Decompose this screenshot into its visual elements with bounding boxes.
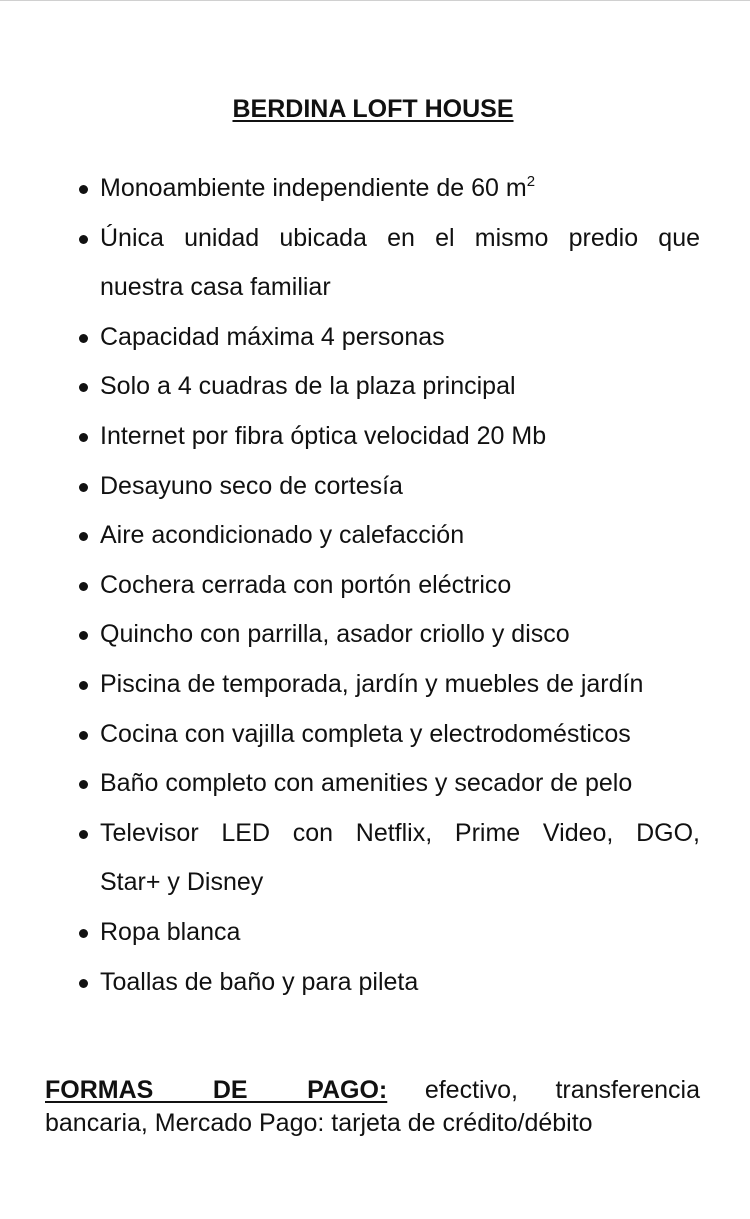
bullet-icon [79, 631, 88, 640]
bullet-icon [79, 185, 88, 194]
list-item-text: Cocina con vajilla completa y electrodomésticos [100, 719, 631, 748]
page-top-border [0, 0, 750, 1]
bullet-icon [79, 532, 88, 541]
list-item [100, 958, 700, 1008]
list-item [100, 710, 700, 760]
list-item [100, 908, 700, 958]
bullet-icon [79, 929, 88, 938]
list-item [100, 313, 700, 363]
list-item [100, 462, 700, 512]
payment-methods-text: efectivo, transferencia [424, 1076, 700, 1104]
list-item-text: Desayuno seco de cortesía [100, 471, 403, 500]
list-item [100, 214, 700, 313]
bullet-icon [79, 235, 88, 244]
bullet-icon [79, 979, 88, 988]
list-item-text: Monoambiente independiente de 60 m [100, 174, 527, 202]
list-item [100, 561, 700, 611]
list-item-text-continued: nuestra casa familiar [100, 273, 331, 302]
list-item-text: Baño completo con amenities y secador de pelo [100, 769, 633, 798]
bullet-icon [79, 483, 88, 492]
bullet-icon [79, 334, 88, 343]
list-item [100, 610, 700, 660]
document-title: BERDINA LOFT HOUSE [232, 95, 514, 123]
payment-label: FORMAS DE PAGO: [45, 1076, 388, 1104]
list-item-text: Piscina de temporada, jardín y muebles de jardín [100, 669, 644, 698]
payment-methods [45, 1074, 700, 1140]
list-item [100, 164, 700, 214]
list-item-text: Quincho con parrilla, asador criollo y disco [100, 620, 570, 649]
list-item [100, 362, 700, 412]
payment-methods-text-continued: bancaria, Mercado Pago: tarjeta de crédito/débito [45, 1109, 593, 1137]
bullet-icon [79, 582, 88, 591]
list-item-text: Televisor LED con Netflix, Prime Video, DGO, [100, 818, 700, 847]
list-item [100, 511, 700, 561]
bullet-icon [79, 830, 88, 839]
bullet-icon [79, 780, 88, 789]
superscript: 2 [526, 173, 536, 190]
bullet-icon [79, 383, 88, 392]
bullet-icon [79, 731, 88, 740]
list-item-text: Toallas de baño y para pileta [100, 967, 419, 996]
list-item [100, 759, 700, 809]
list-item [100, 660, 700, 710]
list-item [100, 809, 700, 908]
list-item-text: Aire acondicionado y calefacción [100, 521, 465, 550]
list-item-text: Cochera cerrada con portón eléctrico [100, 570, 512, 599]
list-item-text: Internet por fibra óptica velocidad 20 Mb [100, 421, 547, 450]
list-item-text: Ropa blanca [100, 917, 241, 946]
bullet-icon [79, 433, 88, 442]
list-item-text-continued: Star+ y Disney [100, 868, 264, 897]
list-item-text: Capacidad máxima 4 personas [100, 322, 445, 351]
amenities-list [100, 164, 700, 1007]
bullet-icon [79, 681, 88, 690]
list-item-text: Única unidad ubicada en el mismo predio que [100, 223, 700, 252]
payment-line-1 [45, 1074, 700, 1107]
list-item [100, 412, 700, 462]
list-item-text: Solo a 4 cuadras de la plaza principal [100, 372, 516, 401]
